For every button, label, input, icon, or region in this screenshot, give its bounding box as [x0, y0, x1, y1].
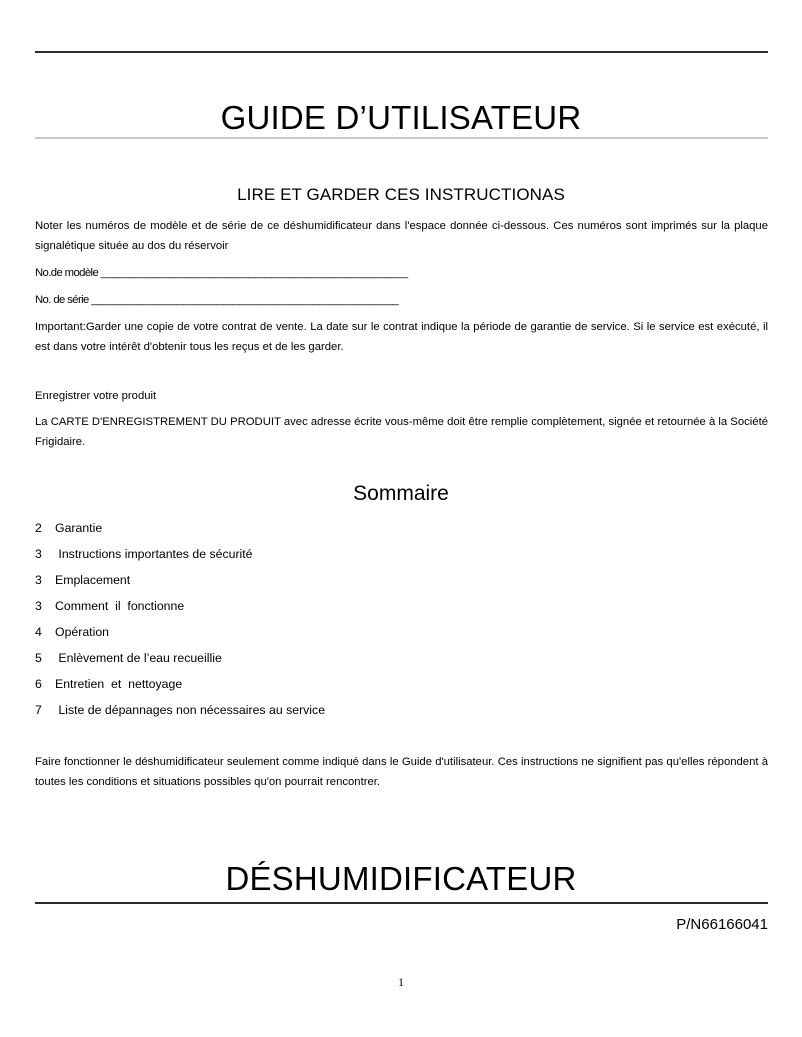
- toc-entry-page: 2: [35, 521, 42, 535]
- toc-entry-label: Instructions importantes de sécurité: [55, 547, 253, 561]
- toc-entry-page: 7: [35, 703, 42, 717]
- toc-entry[interactable]: [35, 645, 515, 671]
- subtitle-heading: LIRE ET GARDER CES INSTRUCTIONAS: [237, 185, 565, 204]
- toc-entry[interactable]: [35, 619, 515, 645]
- model-number-field-label: No.de modèle ______________________________________________________: [35, 267, 408, 279]
- toc-entry-page: 3: [35, 547, 42, 561]
- title-underline-rule: [35, 137, 768, 139]
- toc-entry[interactable]: [35, 697, 515, 723]
- toc-entry-label: Garantie: [55, 521, 103, 535]
- toc-entry[interactable]: [35, 515, 515, 541]
- part-number: P/N66166041: [676, 916, 768, 933]
- toc-entry[interactable]: [35, 541, 515, 567]
- product-name-title: DÉSHUMIDIFICATEUR: [225, 860, 577, 897]
- table-of-contents-heading: Sommaire: [353, 482, 449, 505]
- toc-entry[interactable]: [35, 671, 515, 697]
- important-notice-paragraph: Important:Garder une copie de votre contrat de vente. La date sur le contrat indique la période de garantie de service. Si le service est exécuté, il est dans votre intérêt d'obtenir tous les reçus et de les garder.: [35, 321, 768, 353]
- toc-entry-label: Comment il fonctionne: [55, 599, 185, 613]
- footer-divider-rule: [35, 902, 768, 904]
- page-number: 1: [398, 975, 404, 989]
- page-title: GUIDE D’UTILISATEUR: [220, 99, 582, 136]
- registration-heading: Enregistrer votre produit: [35, 390, 157, 402]
- operating-note-paragraph: Faire fonctionner le déshumidificateur seulement comme indiqué dans le Guide d'utilisateur. Ces instructions ne signifient pas qu'elles répondent à toutes les conditions et situations possibles qu'on pourrait rencontrer.: [35, 756, 768, 788]
- toc-entry-page: 4: [35, 625, 42, 639]
- toc-entry-page: 3: [35, 599, 42, 613]
- toc-entry-label: Opération: [55, 625, 110, 639]
- toc-entry[interactable]: [35, 593, 515, 619]
- intro-paragraph: Noter les numéros de modèle et de série de ce déshumidificateur dans l'espace donnée ci-dessous. Ces numéros sont imprimés sur la plaque signalétique située au dos du réservoir: [35, 220, 768, 252]
- toc-entry-label: Emplacement: [55, 573, 131, 587]
- toc-entry-label: Entretien et nettoyage: [55, 677, 183, 691]
- toc-entry[interactable]: [35, 567, 515, 593]
- toc-entry-page: 5: [35, 651, 42, 665]
- toc-entry-label: Liste de dépannages non nécessaires au service: [55, 703, 326, 717]
- header-divider-rule: [35, 51, 768, 53]
- registration-paragraph: La CARTE D'ENREGISTREMENT DU PRODUIT avec adresse écrite vous-même doit être remplie complètement, signée et retournée à la Société Frigidaire.: [35, 416, 768, 448]
- table-of-contents: [35, 515, 515, 723]
- serial-number-field-label: No. de série ______________________________________________________: [35, 294, 399, 306]
- toc-entry-page: 3: [35, 573, 42, 587]
- toc-entry-label: Enlèvement de l’eau recueillie: [55, 651, 222, 665]
- toc-entry-page: 6: [35, 677, 42, 691]
